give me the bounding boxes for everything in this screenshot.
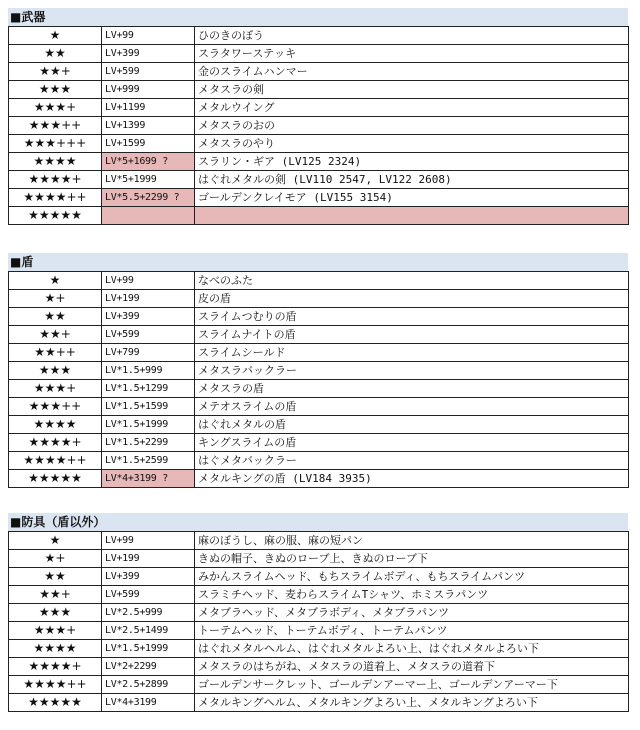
item-name-cell: メタスラのはちがね、メタスラの道着上、メタスラの道着下 <box>195 658 629 676</box>
table-row <box>9 622 629 640</box>
item-name-cell: スライムつむりの盾 <box>195 308 629 326</box>
level-formula-cell: LV*1.5+999 <box>102 362 195 380</box>
rank-cell: ★★★★+ <box>9 171 102 189</box>
level-formula-cell: LV*1.5+1999 <box>102 640 195 658</box>
level-formula-cell: LV+1399 <box>102 117 195 135</box>
table-row <box>9 344 629 362</box>
shields-section <box>8 253 628 488</box>
item-name-cell: スラリン・ギア (LV125 2324) <box>195 153 629 171</box>
level-formula-cell: LV+599 <box>102 326 195 344</box>
rank-cell: ★★★★ <box>9 416 102 434</box>
table-row <box>9 550 629 568</box>
table-row <box>9 658 629 676</box>
rank-cell: ★ <box>9 27 102 45</box>
rank-cell: ★★★ <box>9 362 102 380</box>
level-formula-cell: LV+599 <box>102 63 195 81</box>
rank-cell: ★★★+ <box>9 99 102 117</box>
item-name-cell: メタルウイング <box>195 99 629 117</box>
item-name-cell: はぐれメタルの盾 <box>195 416 629 434</box>
table-row <box>9 117 629 135</box>
shields-table <box>8 271 629 488</box>
level-formula-cell: LV*5+1699 ? <box>102 153 195 171</box>
item-name-cell: メタルキングの盾 (LV184 3935) <box>195 470 629 488</box>
level-formula-cell: LV*1.5+2599 <box>102 452 195 470</box>
level-formula-cell: LV+999 <box>102 81 195 99</box>
table-row <box>9 135 629 153</box>
rank-cell: ★★★★++ <box>9 452 102 470</box>
item-name-cell: メタスラのやり <box>195 135 629 153</box>
table-row <box>9 676 629 694</box>
level-formula-cell: LV*1.5+1999 <box>102 416 195 434</box>
item-name-cell: はぐれメタルヘルム、はぐれメタルよろい上、はぐれメタルよろい下 <box>195 640 629 658</box>
level-formula-cell: LV+99 <box>102 27 195 45</box>
rank-cell: ★★+ <box>9 326 102 344</box>
section-title: ■防具（盾以外） <box>8 513 628 531</box>
rank-cell: ★+ <box>9 290 102 308</box>
level-formula-cell: LV*2.5+1499 <box>102 622 195 640</box>
item-name-cell: メテオスライムの盾 <box>195 398 629 416</box>
item-name-cell <box>195 207 629 225</box>
rank-cell: ★★★★++ <box>9 189 102 207</box>
item-name-cell: メタスラバックラー <box>195 362 629 380</box>
item-name-cell: みかんスライムヘッド、もちスライムボディ、もちスライムパンツ <box>195 568 629 586</box>
table-row <box>9 416 629 434</box>
level-formula-cell: LV*4+3199 <box>102 694 195 712</box>
rank-cell: ★★ <box>9 308 102 326</box>
rank-cell: ★★★+ <box>9 622 102 640</box>
item-name-cell: メタスラの盾 <box>195 380 629 398</box>
level-formula-cell: LV+399 <box>102 308 195 326</box>
rank-cell: ★+ <box>9 550 102 568</box>
item-name-cell: キングスライムの盾 <box>195 434 629 452</box>
rank-cell: ★★ <box>9 45 102 63</box>
section-title: ■武器 <box>8 8 628 26</box>
rank-cell: ★★★★+ <box>9 434 102 452</box>
table-row <box>9 326 629 344</box>
level-formula-cell: LV+99 <box>102 272 195 290</box>
level-formula-cell: LV*2.5+2899 <box>102 676 195 694</box>
item-name-cell: きぬの帽子、きぬのローブ上、きぬのローブ下 <box>195 550 629 568</box>
item-name-cell: 皮の盾 <box>195 290 629 308</box>
item-name-cell: スライムシールド <box>195 344 629 362</box>
rank-cell: ★★★+++ <box>9 135 102 153</box>
rank-cell: ★★★★ <box>9 640 102 658</box>
rank-cell: ★★★+ <box>9 380 102 398</box>
item-name-cell: ひのきのぼう <box>195 27 629 45</box>
table-row <box>9 586 629 604</box>
table-row <box>9 308 629 326</box>
rank-cell: ★★+ <box>9 63 102 81</box>
table-row <box>9 189 629 207</box>
rank-cell: ★★++ <box>9 344 102 362</box>
level-formula-cell: LV*1.5+2299 <box>102 434 195 452</box>
level-formula-cell: LV*2.5+999 <box>102 604 195 622</box>
rank-cell: ★★★★★ <box>9 694 102 712</box>
level-formula-cell: LV*5+1999 <box>102 171 195 189</box>
level-formula-cell: LV*2+2299 <box>102 658 195 676</box>
level-formula-cell: LV+599 <box>102 586 195 604</box>
table-row <box>9 452 629 470</box>
table-row <box>9 207 629 225</box>
rank-cell: ★ <box>9 532 102 550</box>
table-row <box>9 568 629 586</box>
item-name-cell: メタスラのおの <box>195 117 629 135</box>
table-row <box>9 45 629 63</box>
item-name-cell: 金のスライムハンマー <box>195 63 629 81</box>
table-row <box>9 272 629 290</box>
table-row <box>9 362 629 380</box>
level-formula-cell: LV+199 <box>102 550 195 568</box>
item-name-cell: なべのふた <box>195 272 629 290</box>
weapons-section <box>8 8 628 225</box>
level-formula-cell: LV+199 <box>102 290 195 308</box>
weapons-table <box>8 26 629 225</box>
rank-cell: ★★★ <box>9 81 102 99</box>
rank-cell: ★★★★ <box>9 153 102 171</box>
rank-cell: ★★ <box>9 568 102 586</box>
level-formula-cell: LV*5.5+2299 ? <box>102 189 195 207</box>
table-row <box>9 290 629 308</box>
table-row <box>9 640 629 658</box>
level-formula-cell: LV+1199 <box>102 99 195 117</box>
level-formula-cell: LV*1.5+1599 <box>102 398 195 416</box>
level-formula-cell: LV*1.5+1299 <box>102 380 195 398</box>
item-name-cell: ゴールデンサークレット、ゴールデンアーマー上、ゴールデンアーマー下 <box>195 676 629 694</box>
rank-cell: ★★★★★ <box>9 470 102 488</box>
level-formula-cell: LV+1599 <box>102 135 195 153</box>
table-row <box>9 532 629 550</box>
table-row <box>9 171 629 189</box>
item-name-cell: スライムナイトの盾 <box>195 326 629 344</box>
item-name-cell: はぐれメタルの剣 (LV110 2547, LV122 2608) <box>195 171 629 189</box>
table-row <box>9 27 629 45</box>
level-formula-cell: LV*4+3199 ? <box>102 470 195 488</box>
item-name-cell: メタスラの剣 <box>195 81 629 99</box>
armor-section <box>8 513 628 712</box>
rank-cell: ★★★★+ <box>9 658 102 676</box>
level-formula-cell <box>102 207 195 225</box>
item-name-cell: スラタワーステッキ <box>195 45 629 63</box>
rank-cell: ★★★++ <box>9 117 102 135</box>
table-row <box>9 99 629 117</box>
rank-cell: ★★★★★ <box>9 207 102 225</box>
item-name-cell: はぐメタバックラー <box>195 452 629 470</box>
item-name-cell: メタブラヘッド、メタブラボディ、メタブラパンツ <box>195 604 629 622</box>
level-formula-cell: LV+399 <box>102 568 195 586</box>
level-formula-cell: LV+99 <box>102 532 195 550</box>
table-row <box>9 604 629 622</box>
table-row <box>9 63 629 81</box>
table-row <box>9 470 629 488</box>
table-row <box>9 81 629 99</box>
table-row <box>9 694 629 712</box>
rank-cell: ★★★★++ <box>9 676 102 694</box>
item-name-cell: スラミチヘッド、麦わらスライムTシャツ、ホミスラパンツ <box>195 586 629 604</box>
rank-cell: ★★★++ <box>9 398 102 416</box>
item-name-cell: トーテムヘッド、トーテムボディ、トーテムパンツ <box>195 622 629 640</box>
table-row <box>9 398 629 416</box>
level-formula-cell: LV+399 <box>102 45 195 63</box>
item-name-cell: ゴールデンクレイモア (LV155 3154) <box>195 189 629 207</box>
rank-cell: ★ <box>9 272 102 290</box>
item-name-cell: メタルキングヘルム、メタルキングよろい上、メタルキングよろい下 <box>195 694 629 712</box>
armor-table <box>8 531 629 712</box>
table-row <box>9 153 629 171</box>
item-name-cell: 麻のぼうし、麻の服、麻の短パン <box>195 532 629 550</box>
table-row <box>9 434 629 452</box>
rank-cell: ★★★ <box>9 604 102 622</box>
level-formula-cell: LV+799 <box>102 344 195 362</box>
table-row <box>9 380 629 398</box>
section-title: ■盾 <box>8 253 628 271</box>
rank-cell: ★★+ <box>9 586 102 604</box>
